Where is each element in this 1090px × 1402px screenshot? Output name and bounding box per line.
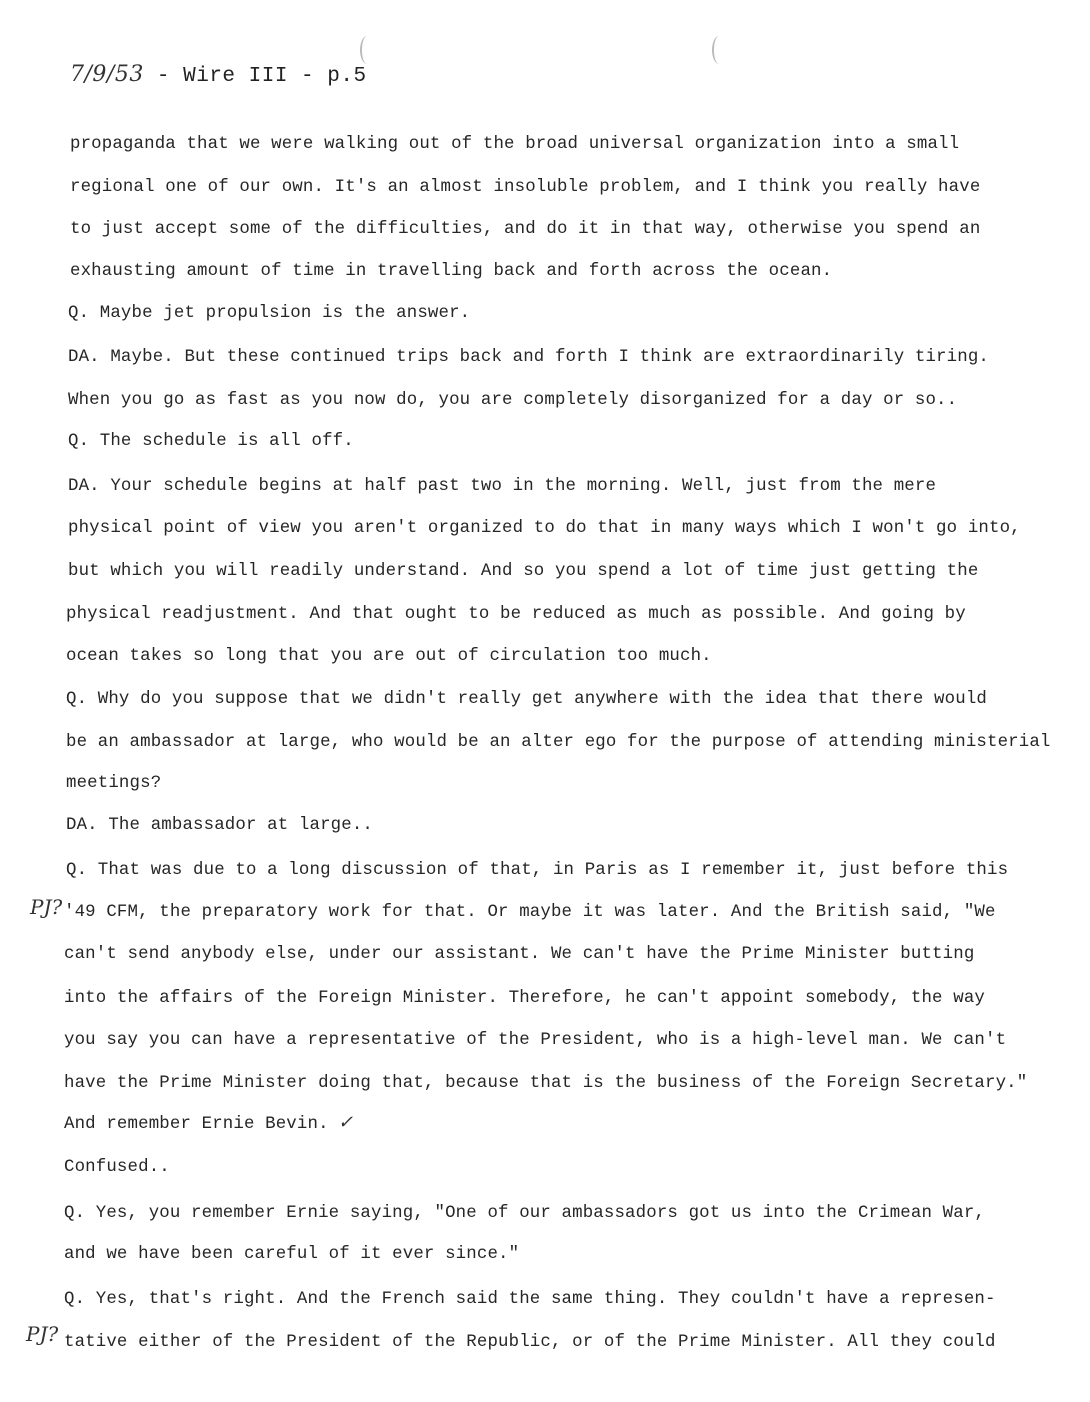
text-line: into the affairs of the Foreign Minister. Therefore, he can't appoint somebody, the way <box>64 989 985 1008</box>
text-line: propaganda that we were walking out of the broad universal organization into a small <box>70 135 960 154</box>
text-line: Q. Maybe jet propulsion is the answer. <box>68 304 471 323</box>
text-line: have the Prime Minister doing that, because that is the business of the Foreign Secretary." <box>64 1074 1028 1093</box>
text-line: regional one of our own. It's an almost insoluble problem, and I think you really have <box>70 178 981 197</box>
margin-note-handwritten: PJ? <box>26 1322 59 1346</box>
text-line: but which you will readily understand. And so you spend a lot of time just getting the <box>68 562 979 581</box>
text-line: you say you can have a representative of the President, who is a high-level man. We can't <box>64 1031 1007 1050</box>
header-title: - Wire III - p.5 <box>143 65 367 88</box>
header-date: 7/9/53 <box>70 62 144 87</box>
text-line: Q. That was due to a long discussion of that, in Paris as I remember it, just before this <box>66 861 1009 880</box>
text-line: and we have been careful of it ever since." <box>64 1245 520 1264</box>
text-line: DA. Maybe. But these continued trips back and forth I think are extraordinarily tiring. <box>68 348 989 367</box>
text-line: When you go as fast as you now do, you are completely disorganized for a day or so.. <box>68 391 958 410</box>
text-line: be an ambassador at large, who would be an alter ego for the purpose of attending ministerial <box>66 733 1051 752</box>
text-line: physical readjustment. And that ought to be reduced as much as possible. And going by <box>66 605 966 624</box>
text-line: meetings? <box>66 774 162 793</box>
margin-note-handwritten: PJ? <box>30 895 63 919</box>
text-line: physical point of view you aren't organized to do that in many ways which I won't go into, <box>68 519 1021 538</box>
check-mark-icon: ✓ <box>338 1112 354 1133</box>
text-line: Q. Yes, that's right. And the French said the same thing. They couldn't have a represen- <box>64 1290 996 1309</box>
text-line: And remember Ernie Bevin. <box>64 1115 329 1134</box>
text-line: Q. Why do you suppose that we didn't really get anywhere with the idea that there would <box>66 690 987 709</box>
text-line: DA. Your schedule begins at half past two in the morning. Well, just from the mere <box>68 477 937 496</box>
text-line: exhausting amount of time in travelling back and forth across the ocean. <box>70 262 833 281</box>
text-line: Q. Yes, you remember Ernie saying, "One of our ambassadors got us into the Crimean War, <box>64 1204 985 1223</box>
text-line: ocean takes so long that you are out of circulation too much. <box>66 647 712 666</box>
text-line: can't send anybody else, under our assistant. We can't have the Prime Minister butting <box>64 945 975 964</box>
text-line: '49 CFM, the preparatory work for that. Or maybe it was later. And the British said, "We <box>64 903 996 922</box>
text-line: DA. The ambassador at large.. <box>66 816 373 835</box>
text-line: to just accept some of the difficulties, and do it in that way, otherwise you spend an <box>70 220 981 239</box>
text-line: Q. The schedule is all off. <box>68 432 354 451</box>
text-line: Confused.. <box>64 1158 170 1177</box>
text-line: tative either of the President of the Republic, or of the Prime Minister. All they could <box>64 1333 996 1352</box>
